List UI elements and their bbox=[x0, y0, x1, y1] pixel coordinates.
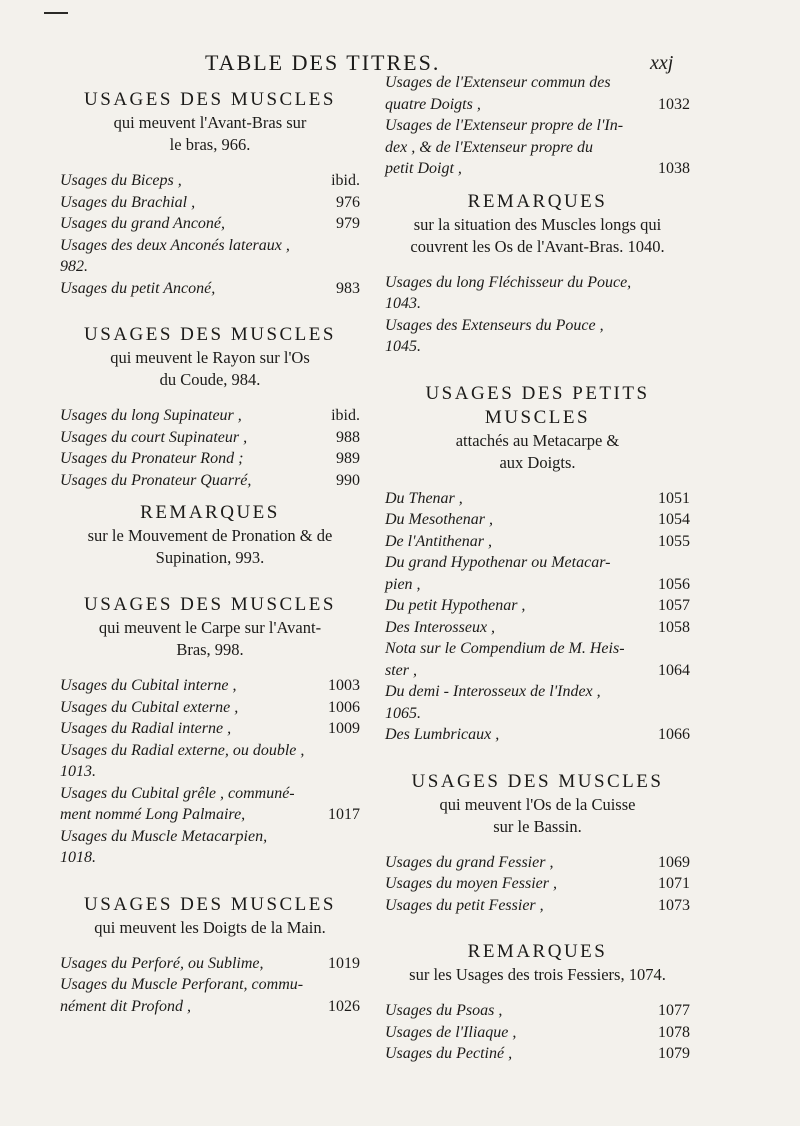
toc-entry bbox=[60, 170, 360, 192]
section-heading: USAGES DES MUSCLES bbox=[84, 893, 336, 915]
toc-entry bbox=[60, 192, 360, 214]
section-heading: USAGES DES MUSCLES bbox=[411, 770, 664, 792]
entry-page-number: 1051 bbox=[658, 489, 690, 507]
section-subtitle: sur les Usages des trois Fessiers, 1074. bbox=[409, 965, 666, 984]
spacer bbox=[60, 299, 360, 313]
spacer bbox=[385, 986, 690, 1000]
section-heading: USAGES DES MUSCLES bbox=[84, 89, 336, 110]
entry-label: ster , bbox=[385, 661, 417, 679]
toc-entry bbox=[385, 681, 690, 703]
toc-entry bbox=[385, 531, 690, 553]
entry-page-number: 1056 bbox=[658, 575, 690, 593]
spacer bbox=[385, 838, 690, 852]
toc-entry bbox=[60, 974, 360, 996]
toc-entry bbox=[60, 427, 360, 449]
entry-label: Usages du petit Fessier , bbox=[385, 896, 544, 914]
entry-label: Usages des deux Anconés lateraux , bbox=[60, 236, 290, 254]
toc-entry bbox=[60, 996, 360, 1018]
entry-label: 1065. bbox=[385, 704, 421, 722]
section-heading: REMARQUES bbox=[467, 190, 608, 212]
entry-label: Usages du Radial externe, ou double , bbox=[60, 741, 305, 759]
entry-label: Usages du Muscle Metacarpien, bbox=[60, 827, 268, 845]
toc-entry bbox=[385, 552, 690, 574]
toc-entry bbox=[60, 213, 360, 235]
toc-entry bbox=[60, 448, 360, 470]
section-heading: USAGES DES PETITS MUSCLES bbox=[425, 382, 650, 428]
toc-entry bbox=[60, 804, 360, 826]
section-heading: REMARQUES bbox=[140, 502, 280, 523]
section-subtitle: qui meuvent l'Os de la Cuisse bbox=[439, 794, 636, 814]
entry-label: 1045. bbox=[385, 338, 421, 355]
toc-entry bbox=[385, 873, 690, 895]
entry-page-number: 1009 bbox=[328, 720, 360, 737]
entry-page-number: 1071 bbox=[658, 875, 690, 892]
entry-label: Usages du Cubital externe , bbox=[60, 698, 239, 716]
entry-page-number: 1038 bbox=[658, 160, 690, 177]
toc-entry bbox=[60, 256, 360, 278]
toc-entry bbox=[60, 718, 360, 740]
entry-label: Usages de l'Iliaque , bbox=[385, 1023, 517, 1041]
toc-entry bbox=[60, 405, 360, 427]
section-subtitle: du Coude, 984. bbox=[159, 370, 261, 389]
toc-entry bbox=[385, 315, 690, 337]
spacer bbox=[60, 391, 360, 405]
right-column bbox=[385, 72, 690, 1065]
entry-label: quatre Doigts , bbox=[385, 95, 481, 113]
page-title: TABLE DES TITRES. bbox=[205, 50, 441, 75]
entry-label: Usages du grand Fessier , bbox=[385, 853, 554, 871]
entry-label: Du petit Hypothenar , bbox=[385, 597, 526, 614]
entry-label: Du grand Hypothenar ou Metacar- bbox=[385, 554, 611, 571]
entry-page-number: ibid. bbox=[331, 172, 360, 189]
entry-label: Usages du Pronateur Quarré, bbox=[60, 471, 252, 489]
section-subtitle: le bras, 966. bbox=[169, 135, 251, 154]
entry-label: Usages du Perforé, ou Sublime, bbox=[60, 954, 264, 972]
spacer bbox=[60, 869, 360, 883]
entry-page-number: 1019 bbox=[328, 954, 360, 972]
toc-entry bbox=[385, 336, 690, 358]
spacer bbox=[385, 358, 690, 372]
toc-entry bbox=[60, 847, 360, 869]
toc-entry bbox=[385, 293, 690, 315]
entry-page-number: 1077 bbox=[658, 1002, 690, 1019]
toc-entry bbox=[60, 953, 360, 975]
entry-label: De l'Antithenar , bbox=[385, 532, 492, 550]
entry-label: 1018. bbox=[60, 849, 96, 866]
entry-label: Usages du Biceps , bbox=[60, 172, 182, 189]
entry-page-number: 1055 bbox=[658, 532, 690, 550]
toc-entry bbox=[385, 617, 690, 639]
toc-entry bbox=[385, 488, 690, 510]
entry-page-number: 1064 bbox=[658, 661, 690, 679]
entry-label: Usages du long Fléchisseur du Pouce, bbox=[385, 273, 632, 291]
entry-label: 1013. bbox=[60, 763, 96, 780]
section-subtitle: qui meuvent le Rayon sur l'Os bbox=[110, 348, 310, 367]
entry-page-number: 1006 bbox=[328, 698, 360, 716]
entry-label: Usages du Psoas , bbox=[385, 1002, 503, 1019]
entry-page-number: 979 bbox=[336, 215, 360, 232]
toc-entry bbox=[385, 94, 690, 116]
entry-label: petit Doigt , bbox=[385, 160, 462, 177]
entry-label: Usages du court Supinateur , bbox=[60, 428, 248, 446]
entry-label: Usages de l'Extenseur commun des bbox=[385, 74, 611, 91]
entry-label: Usages du Radial interne , bbox=[60, 720, 232, 737]
entry-page-number: 1069 bbox=[658, 853, 690, 871]
entry-page-number: 990 bbox=[336, 471, 360, 489]
section-heading: USAGES DES MUSCLES bbox=[84, 594, 336, 615]
section-subtitle: qui meuvent les Doigts de la Main. bbox=[94, 917, 326, 937]
toc-entry bbox=[60, 235, 360, 257]
entry-label: 1043. bbox=[385, 295, 421, 312]
toc-entry bbox=[385, 1043, 690, 1065]
entry-page-number: 1058 bbox=[658, 618, 690, 636]
page-mark bbox=[44, 12, 68, 14]
entry-label: Des Interosseux , bbox=[385, 618, 496, 636]
entry-label: Du Thenar , bbox=[385, 489, 463, 507]
spacer bbox=[60, 939, 360, 953]
toc-entry bbox=[385, 1022, 690, 1044]
entry-label: Usages du Brachial , bbox=[60, 193, 196, 211]
left-column bbox=[60, 88, 360, 1017]
toc-entry bbox=[60, 470, 360, 492]
entry-label: Usages du Cubital interne , bbox=[60, 677, 237, 694]
toc-entry bbox=[60, 826, 360, 848]
section-subtitle: Bras, 998. bbox=[176, 640, 244, 659]
toc-entry bbox=[60, 675, 360, 697]
entry-label: Nota sur le Compendium de M. Heis- bbox=[385, 640, 625, 657]
toc-entry bbox=[385, 158, 690, 180]
entry-page-number: 1066 bbox=[658, 726, 690, 743]
entry-page-number: 1003 bbox=[328, 677, 360, 694]
spacer bbox=[385, 258, 690, 272]
section-subtitle: sur la situation des Muscles longs qui bbox=[413, 214, 662, 234]
section-subtitle: qui meuvent le Carpe sur l'Avant- bbox=[98, 618, 322, 637]
toc-entry bbox=[385, 895, 690, 917]
spacer bbox=[60, 569, 360, 583]
spacer bbox=[60, 661, 360, 675]
entry-label: Du Mesothenar , bbox=[385, 511, 493, 528]
entry-page-number: 983 bbox=[336, 279, 360, 297]
entry-label: nément dit Profond , bbox=[60, 997, 191, 1015]
entry-label: Usages du Cubital grêle , communé- bbox=[60, 784, 295, 802]
toc-entry bbox=[385, 72, 690, 94]
spacer bbox=[385, 474, 690, 488]
entry-page-number: 989 bbox=[336, 450, 360, 467]
toc-entry bbox=[385, 137, 690, 159]
toc-entry bbox=[385, 509, 690, 531]
entry-page-number: 1026 bbox=[328, 997, 360, 1015]
toc-entry bbox=[385, 272, 690, 294]
toc-entry bbox=[385, 574, 690, 596]
toc-entry bbox=[385, 852, 690, 874]
entry-label: Usages du Pronateur Rond ; bbox=[60, 450, 244, 467]
entry-page-number: 1078 bbox=[658, 1023, 690, 1041]
spacer bbox=[60, 156, 360, 170]
entry-page-number: ibid. bbox=[331, 407, 360, 424]
toc-entry bbox=[385, 1000, 690, 1022]
entry-label: Usages du moyen Fessier , bbox=[385, 875, 557, 892]
toc-entry bbox=[385, 595, 690, 617]
toc-entry bbox=[60, 697, 360, 719]
entry-label: pien , bbox=[385, 575, 421, 593]
entry-label: Des Lumbricaux , bbox=[385, 726, 500, 743]
entry-label: Usages des Extenseurs du Pouce , bbox=[385, 316, 604, 334]
page-number: xxj bbox=[650, 52, 674, 74]
toc-entry bbox=[60, 783, 360, 805]
entry-label: Usages du long Supinateur , bbox=[60, 407, 242, 424]
spacer bbox=[385, 746, 690, 760]
entry-page-number: 976 bbox=[336, 193, 360, 211]
entry-page-number: 1017 bbox=[328, 806, 360, 823]
entry-label: Du demi - Interosseux de l'Index , bbox=[385, 683, 601, 700]
entry-label: ment nommé Long Palmaire, bbox=[60, 806, 246, 823]
toc-entry bbox=[385, 638, 690, 660]
spacer bbox=[385, 916, 690, 930]
section-subtitle: sur le Bassin. bbox=[493, 816, 582, 836]
entry-label: Usages du Pectiné , bbox=[385, 1045, 513, 1062]
entry-label: Usages du petit Anconé, bbox=[60, 279, 216, 297]
entry-page-number: 1032 bbox=[658, 95, 690, 113]
toc-entry bbox=[385, 724, 690, 746]
toc-entry bbox=[385, 115, 690, 137]
entry-page-number: 988 bbox=[336, 428, 360, 446]
section-subtitle: attachés au Metacarpe & bbox=[455, 430, 620, 450]
toc-entry bbox=[60, 278, 360, 300]
entry-label: Usages du Muscle Perforant, commu- bbox=[60, 976, 304, 993]
section-subtitle: couvrent les Os de l'Avant-Bras. 1040. bbox=[410, 236, 665, 256]
entry-label: Usages de l'Extenseur propre de l'In- bbox=[385, 117, 624, 134]
section-subtitle: sur le Mouvement de Pronation & de bbox=[87, 526, 333, 545]
entry-page-number: 1057 bbox=[658, 597, 690, 614]
section-heading: REMARQUES bbox=[467, 941, 608, 962]
toc-entry bbox=[385, 660, 690, 682]
entry-page-number: 1073 bbox=[658, 896, 690, 914]
entry-label: Usages du grand Anconé, bbox=[60, 215, 226, 232]
toc-entry bbox=[60, 761, 360, 783]
entry-page-number: 1079 bbox=[658, 1045, 690, 1062]
entry-page-number: 1054 bbox=[658, 511, 690, 528]
section-heading: USAGES DES MUSCLES bbox=[84, 324, 336, 345]
section-subtitle: qui meuvent l'Avant-Bras sur bbox=[113, 113, 307, 132]
section-subtitle: Supination, 993. bbox=[155, 548, 265, 567]
entry-label: 982. bbox=[60, 258, 88, 275]
toc-entry bbox=[60, 740, 360, 762]
toc-entry bbox=[385, 703, 690, 725]
entry-label: dex , & de l'Extenseur propre du bbox=[385, 138, 593, 156]
section-subtitle: aux Doigts. bbox=[499, 452, 576, 472]
